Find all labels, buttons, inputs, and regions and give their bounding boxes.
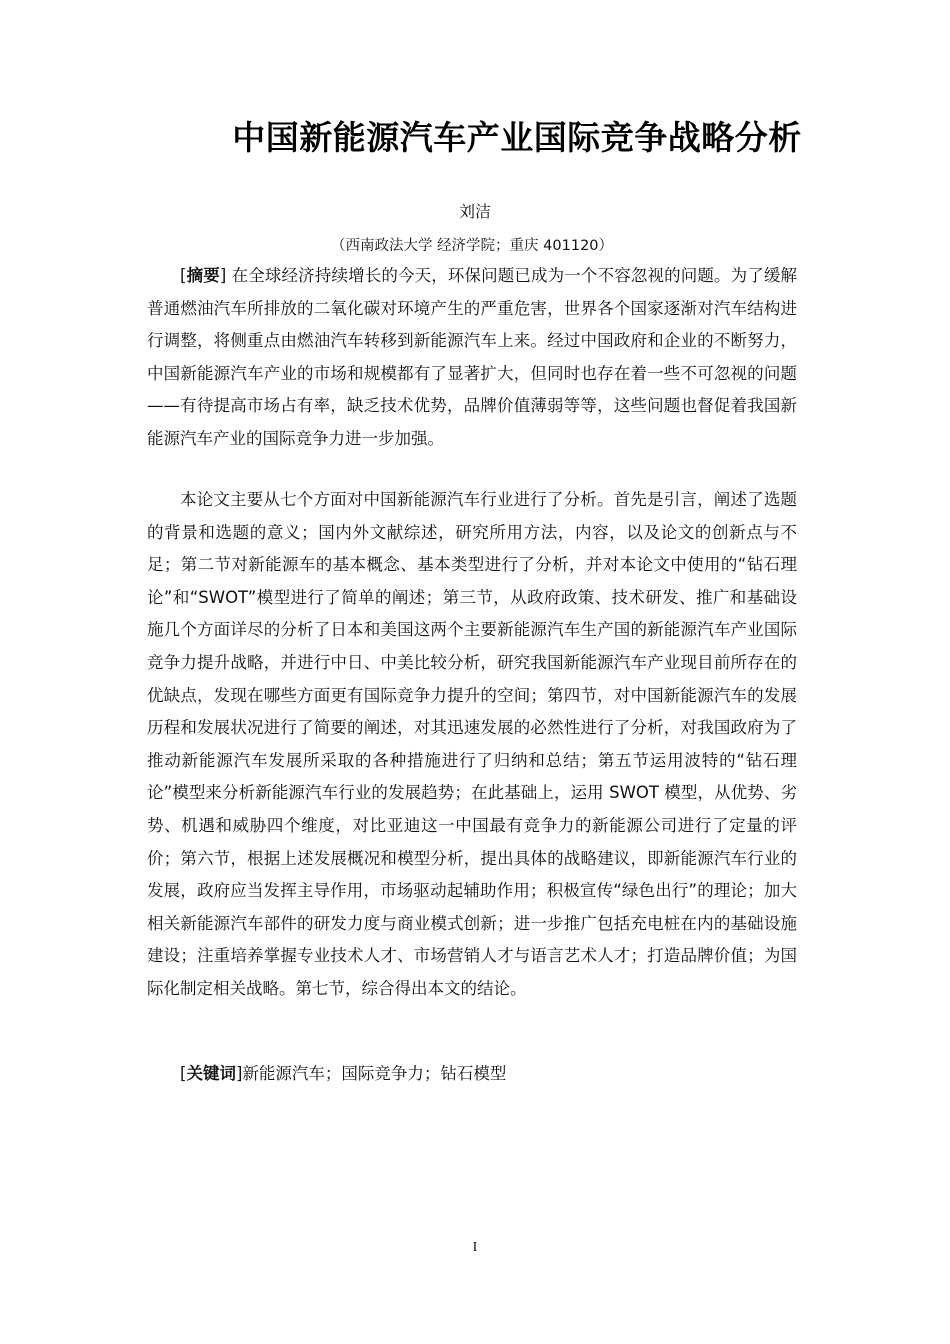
abstract-text: 在全球经济持续增长的今天，环保问题已成为一个不容忽视的问题。为了缓解普通燃油汽车所排放的二氧化碳对环境产生的严重危害，世界各个国家逐渐对汽车结构进行调整，将侧重点由燃油汽车转移到新能源汽车上来。经过中国政府和企业的不断努力，中国新能源汽车产业的市场和规模都有了显著扩大，但同时也存在着一些不可忽视的问题——有待提高市场占有率，缺乏技术优势，品牌价值薄弱等等，这些问题也督促着我国新能源汽车产业的国际竞争力进一步加强。 xyxy=(147,266,798,448)
abstract-paragraph xyxy=(147,260,797,456)
keywords-label-open: [ xyxy=(180,1064,187,1083)
abstract-label-close: ] xyxy=(219,266,227,285)
page-number: I xyxy=(472,1240,478,1255)
author-affiliation: （西南政法大学 经济学院；重庆 401120） xyxy=(330,238,614,254)
keywords-line xyxy=(147,1058,797,1091)
keywords-label-close: ] xyxy=(235,1064,243,1083)
paper-title: 中国新能源汽车产业国际竞争战略分析 xyxy=(232,118,802,157)
summary-paragraph: 本论文主要从七个方面对中国新能源汽车行业进行了分析。首先是引言，阐述了选题的背景和选题的意义；国内外文献综述，研究所用方法，内容，以及论文的创新点与不足；第二节对新能源车的基本概念、基本类型进行了分析，并对本论文中使用的“钻石理论”和“SWOT”模型进行了简单的阐述；第三节，从政府政策、技术研发、推广和基础设施几个方面详尽的分析了日本和美国这两个主要新能源汽车生产国的新能源汽车产业国际竞争力提升战略，并进行中日、中美比较分析，研究我国新能源汽车产业现目前所存在的优缺点，发现在哪些方面更有国际竞争力提升的空间；第四节，对中国新能源汽车的发展历程和发展状况进行了简要的阐述，对其迅速发展的必然性进行了分析，对我国政府为了推动新能源汽车发展所采取的各种措施进行了归纳和总结；第五节运用波特的“钻石理论”模型来分析新能源汽车行业的发展趋势；在此基础上，运用 SWOT 模型，从优势、劣势、机遇和威胁四个维度，对比亚迪这一中国最有竞争力的新能源公司进行了定量的评价；第六节，根据上述发展概况和模型分析，提出具体的战略建议，即新能源汽车行业的发展，政府应当发挥主导作用，市场驱动起辅助作用；积极宣传“绿色出行”的理论；加大相关新能源汽车部件的研发力度与商业模式创新；进一步推广包括充电桩在内的基础设施建设；注重培养掌握专业技术人才、市场营销人才与语言艺术人才；打造品牌价值；为国际化制定相关战略。第七节，综合得出本文的结论。 xyxy=(147,490,797,998)
abstract-label: 摘要 xyxy=(186,266,220,285)
keywords-label: 关键词 xyxy=(186,1064,236,1083)
keywords-text: 新能源汽车；国际竞争力；钻石模型 xyxy=(242,1064,507,1083)
abstract-label-open: [ xyxy=(180,266,187,285)
author-name: 刘洁 xyxy=(458,202,491,221)
